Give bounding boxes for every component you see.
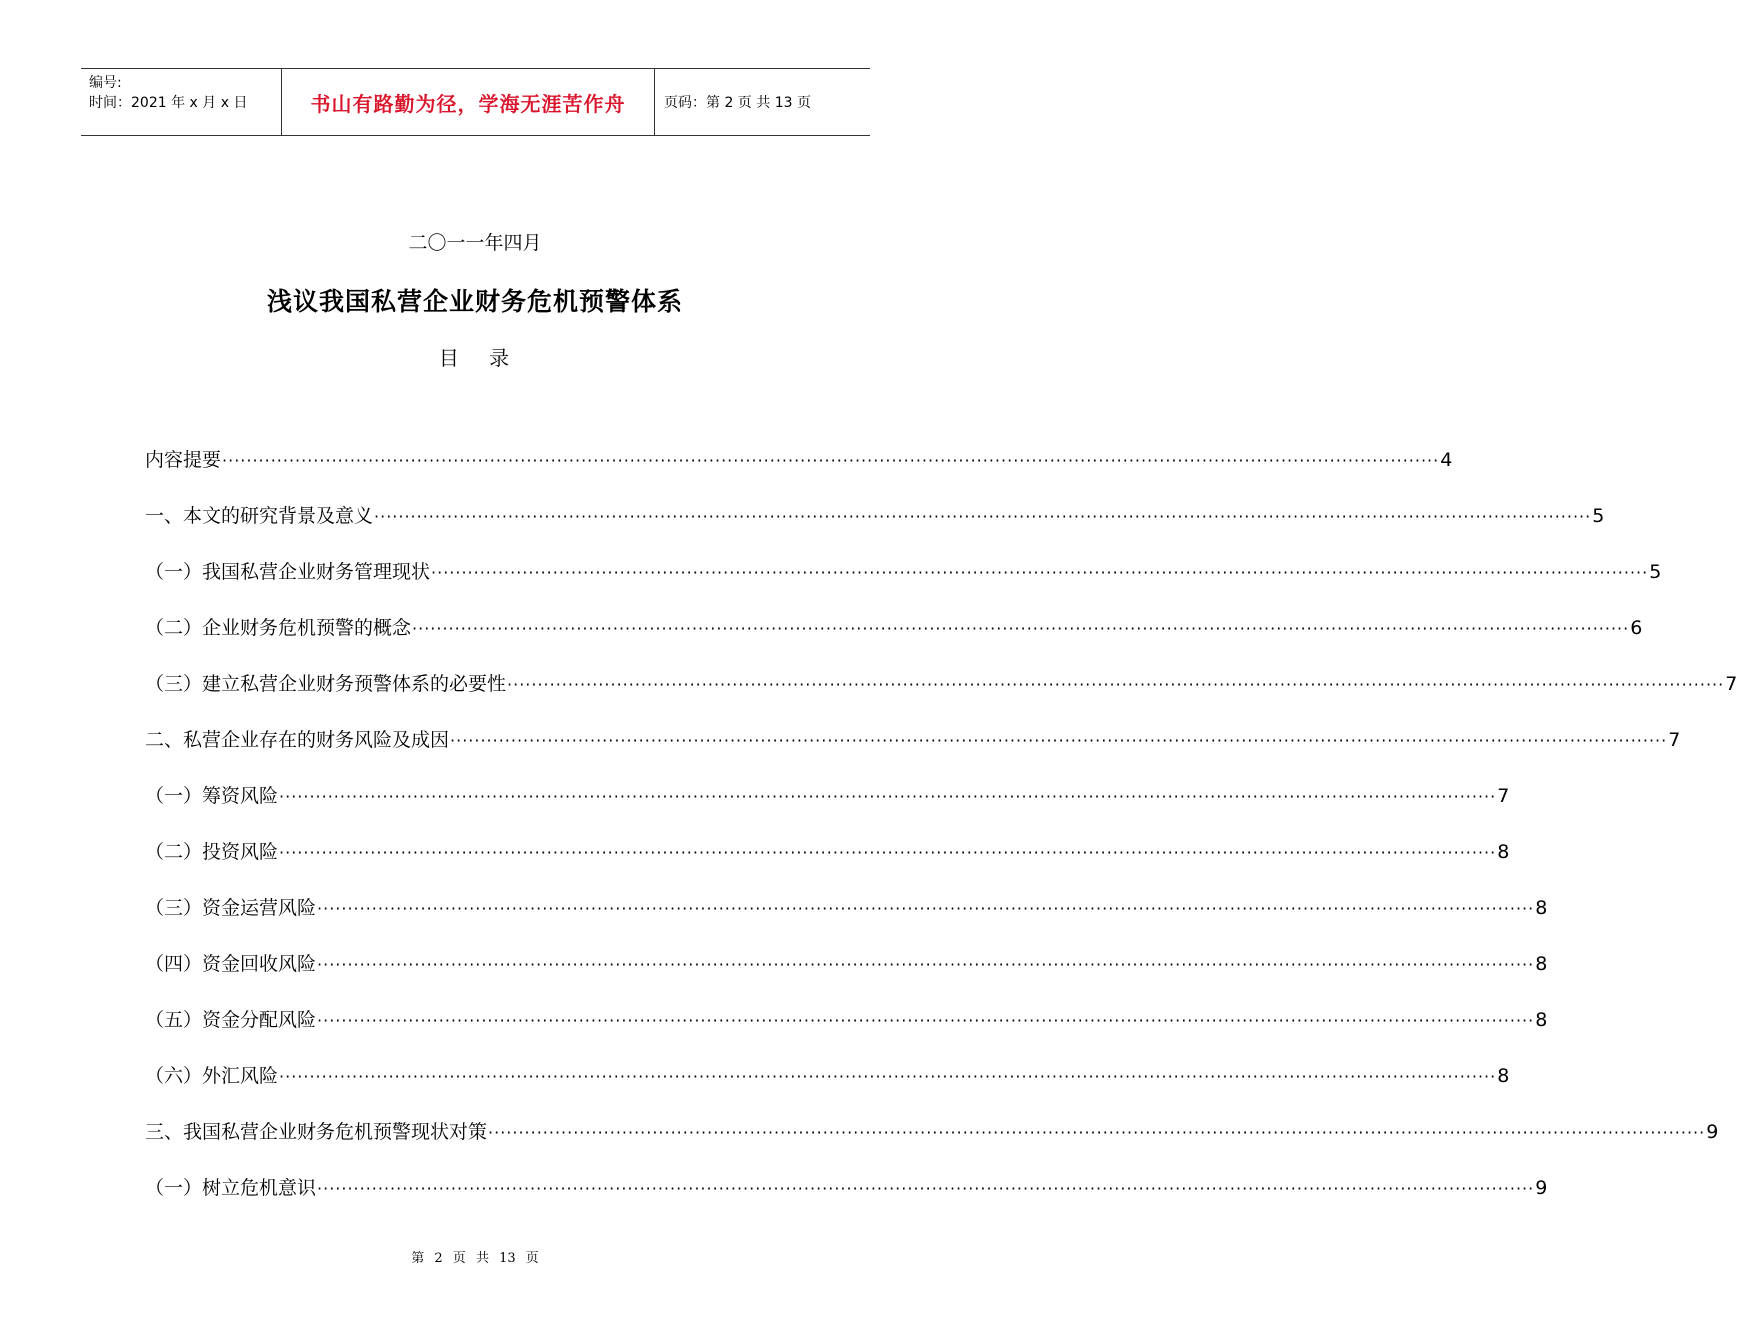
toc-entry-label: （一）树立危机意识 bbox=[145, 1177, 317, 1199]
toc-entry[interactable] bbox=[145, 557, 1662, 613]
toc-entry-page: 5 bbox=[1649, 561, 1662, 583]
toc-leader-dots: ········································································································································································································ bbox=[412, 619, 1630, 638]
toc-entry[interactable] bbox=[145, 949, 1548, 1005]
toc-entry[interactable] bbox=[145, 445, 1453, 501]
toc-heading: 目 录 bbox=[438, 346, 522, 370]
toc-entry-page: 4 bbox=[1440, 449, 1453, 471]
toc-entry[interactable] bbox=[145, 1005, 1548, 1061]
toc-entry-label: （三）建立私营企业财务预警体系的必要性 bbox=[145, 673, 507, 695]
toc-entry[interactable] bbox=[145, 781, 1510, 837]
toc-entry-page: 9 bbox=[1535, 1177, 1548, 1199]
page-header bbox=[81, 68, 870, 136]
toc-entry-label: （四）资金回收风险 bbox=[145, 953, 317, 975]
toc-entry[interactable] bbox=[145, 1173, 1548, 1229]
toc-entry-page: 8 bbox=[1535, 897, 1548, 919]
toc-leader-dots: ········································································································································································································ bbox=[222, 451, 1440, 470]
toc-leader-dots: ········································································································································································································ bbox=[279, 1067, 1497, 1086]
toc-entry[interactable] bbox=[145, 1061, 1510, 1117]
toc-leader-dots: ········································································································································································································ bbox=[317, 955, 1535, 974]
footer-di: 第 bbox=[411, 1251, 425, 1266]
toc-leader-dots: ········································································································································································································ bbox=[317, 899, 1535, 918]
toc-entry-label: （一）我国私营企业财务管理现状 bbox=[145, 561, 431, 583]
toc-entry-label: （一）筹资风险 bbox=[145, 785, 279, 807]
toc-entry-label: （五）资金分配风险 bbox=[145, 1009, 317, 1031]
toc-entry-page: 7 bbox=[1725, 673, 1737, 695]
toc-leader-dots: ········································································································································································································ bbox=[279, 787, 1497, 806]
toc-leader-dots: ········································································································································································································ bbox=[507, 675, 1725, 694]
toc-leader-dots: ········································································································································································································ bbox=[374, 507, 1592, 526]
toc-entry-label: （二）企业财务危机预警的概念 bbox=[145, 617, 412, 639]
toc-entry-label: 二、私营企业存在的财务风险及成因 bbox=[145, 729, 450, 751]
toc-entry-page: 9 bbox=[1706, 1121, 1719, 1143]
footer-page-number: 2 bbox=[434, 1251, 443, 1266]
toc-entry-page: 8 bbox=[1497, 841, 1510, 863]
toc-leader-dots: ········································································································································································································ bbox=[317, 1011, 1535, 1030]
header-page-info: 页码：第 2 页 共 13 页 bbox=[664, 95, 811, 111]
toc-entry[interactable] bbox=[145, 669, 1737, 725]
toc-entry[interactable] bbox=[145, 893, 1548, 949]
toc-entry-page: 7 bbox=[1668, 729, 1681, 751]
toc-entry-page: 5 bbox=[1592, 505, 1605, 527]
toc-entry-label: （二）投资风险 bbox=[145, 841, 279, 863]
toc-entry-label: （六）外汇风险 bbox=[145, 1065, 279, 1087]
toc-entry-label: 一、本文的研究背景及意义 bbox=[145, 505, 374, 527]
toc-leader-dots: ········································································································································································································ bbox=[488, 1123, 1706, 1142]
toc-entry-page: 7 bbox=[1497, 785, 1510, 807]
footer-gong: 共 bbox=[475, 1251, 489, 1266]
toc-entry-page: 8 bbox=[1535, 953, 1548, 975]
toc-entry-page: 6 bbox=[1630, 617, 1643, 639]
toc-entry-label: 内容提要 bbox=[145, 449, 222, 471]
page-footer bbox=[0, 1247, 950, 1266]
toc-leader-dots: ········································································································································································································ bbox=[431, 563, 1649, 582]
footer-total-pages: 13 bbox=[499, 1251, 516, 1266]
footer-ye2: 页 bbox=[525, 1251, 539, 1266]
toc-leader-dots: ········································································································································································································ bbox=[279, 843, 1497, 862]
toc-entry[interactable] bbox=[145, 725, 1681, 781]
footer-ye: 页 bbox=[452, 1251, 466, 1266]
toc-leader-dots: ········································································································································································································ bbox=[450, 731, 1668, 750]
header-motto: 书山有路勤为径，学海无涯苦作舟 bbox=[310, 91, 626, 116]
number-label: 编号: bbox=[89, 75, 122, 91]
table-of-contents bbox=[145, 445, 1737, 1229]
header-meta bbox=[89, 73, 247, 113]
time-label: 时间：2021 年 x 月 x 日 bbox=[89, 95, 248, 111]
toc-entry[interactable] bbox=[145, 613, 1643, 669]
toc-entry[interactable] bbox=[145, 501, 1605, 557]
toc-entry[interactable] bbox=[145, 837, 1510, 893]
document-date: 二〇一一年四月 bbox=[408, 232, 542, 254]
toc-entry-label: （三）资金运营风险 bbox=[145, 897, 317, 919]
header-divider-right bbox=[654, 69, 655, 135]
toc-entry-page: 8 bbox=[1535, 1009, 1548, 1031]
document-title: 浅议我国私营企业财务危机预警体系 bbox=[266, 287, 683, 316]
toc-entry-page: 8 bbox=[1497, 1065, 1510, 1087]
toc-leader-dots: ········································································································································································································ bbox=[317, 1179, 1535, 1198]
toc-entry-label: 三、我国私营企业财务危机预警现状对策 bbox=[145, 1121, 488, 1143]
toc-entry[interactable] bbox=[145, 1117, 1719, 1173]
